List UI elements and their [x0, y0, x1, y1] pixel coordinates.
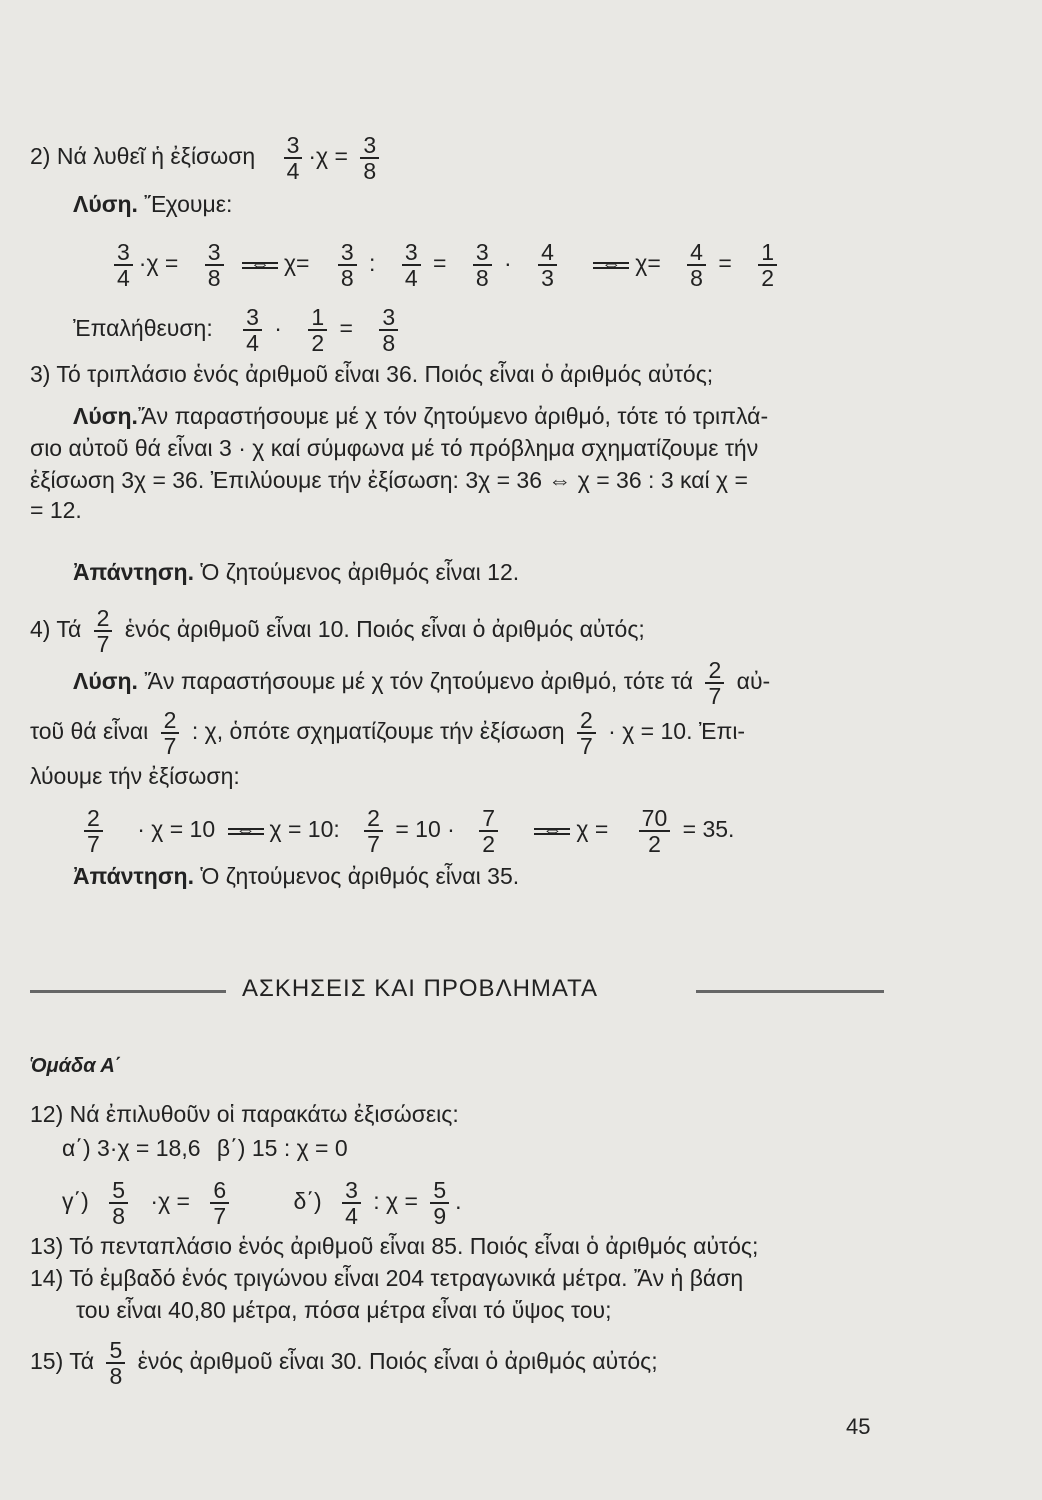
problem-2-solution-label: Λύση. Ἔχουμε:	[73, 191, 233, 217]
equivalence-arrow-icon	[593, 260, 629, 270]
fraction: $\frac{3}{4}$	[284, 133, 303, 183]
exercise-12-parts-ab: α΄) 3·χ = 18,6 β΄) 15 : χ = 0	[62, 1135, 348, 1161]
problem-2-verification: Ἐπαλήθευση: $\frac{3}{4}$ · $\frac{1}{2}$ = $\frac{3}{8}$	[73, 305, 404, 355]
problem-3-question: 3) Τό τριπλάσιο ἑνός ἀριθμοῦ εἶναι 36. Ποιός εἶναι ὁ ἀριθμός αὐτός;	[30, 361, 714, 387]
exercise-13: 13) Τό πενταπλάσιο ἑνός ἀριθμοῦ εἶναι 85. Ποιός εἶναι ὁ ἀριθμός αὐτός;	[30, 1233, 759, 1259]
exercise-12-parts-cd: γ΄) $\frac{5}{8}$ ·χ = $\frac{6}{7}$ δ΄) $\frac{3}{4}$ : χ = $\frac{5}{9}$ .	[62, 1177, 462, 1229]
fraction: $\frac{1}{2}$	[758, 240, 777, 290]
fraction: $\frac{4}{8}$	[687, 240, 706, 290]
fraction: $\frac{6}{7}$	[210, 1178, 229, 1228]
fraction: $\frac{3}{4}$	[243, 305, 262, 355]
problem-4-solution-line-1: Λύση. Ἄν παραστήσουμε μέ χ τόν ζητούμενο ἀριθμό, τότε τά $\frac{2}{7}$ αὐ-	[73, 657, 771, 709]
fraction: $\frac{2}{7}$	[577, 708, 596, 758]
problem-4-derivation: $\frac{2}{7}$ · χ = 10 ⇔ χ = 10: $\frac{2}{7}$ = 10 · $\frac{7}{2}$ ⇔ χ = $\frac{70}{2}$ = 35.	[78, 806, 734, 856]
fraction: $\frac{1}{2}$	[308, 305, 327, 355]
problem-3-solution-line-2: σιο αὐτοῦ θά εἶναι 3 · χ καί σύμφωνα μέ τό πρόβλημα σχηματίζουμε τήν	[30, 435, 759, 461]
problem-3-solution-line-1: Λύση.Ἄν παραστήσουμε μέ χ τόν ζητούμενο ἀριθμό, τότε τό τριπλά-	[73, 403, 769, 429]
fraction: $\frac{2}{7}$	[705, 658, 724, 708]
problem-3-solution-line-4: = 12.	[30, 497, 82, 523]
exercise-15: 15) Τά $\frac{5}{8}$ ἑνός ἀριθμοῦ εἶναι 30. Ποιός εἶναι ὁ ἀριθμός αὐτός;	[30, 1337, 658, 1389]
problem-2-statement: 2) Νά λυθεῖ ἡ ἐξίσωση $\frac{3}{4}$ ·χ = $\frac{3}{8}$	[30, 133, 385, 183]
fraction: $\frac{5}{8}$	[109, 1178, 128, 1228]
exercise-14-line-2: του εἶναι 40,80 μέτρα, πόσα μέτρα εἶναι τό ὕψος του;	[76, 1297, 612, 1323]
exercise-12-question: 12) Νά ἐπιλυθοῦν οἱ παρακάτω ἐξισώσεις:	[30, 1101, 459, 1127]
section-rule-left	[30, 990, 226, 993]
fraction: $\frac{3}{4}$	[114, 240, 133, 290]
fraction: $\frac{5}{8}$	[106, 1338, 125, 1388]
fraction: $\frac{4}{3}$	[538, 240, 557, 290]
fraction: $\frac{3}{4}$	[402, 240, 421, 290]
problem-4-solution-line-3: λύουμε τήν ἐξίσωση:	[30, 763, 240, 789]
fraction: $\frac{3}{8}$	[205, 240, 224, 290]
fraction: $\frac{3}{8}$	[338, 240, 357, 290]
group-label: Ὁμάδα Α΄	[30, 1055, 122, 1077]
fraction: $\frac{5}{9}$	[430, 1178, 449, 1228]
problem-4-answer: Ἀπάντηση. Ὁ ζητούμενος ἀριθμός εἶναι 35.	[73, 863, 520, 889]
fraction: $\frac{2}{7}$	[84, 806, 103, 856]
page-number: 45	[846, 1414, 871, 1439]
fraction: $\frac{2}{7}$	[161, 708, 180, 758]
problem-3-answer: Ἀπάντηση. Ὁ ζητούμενος ἀριθμός εἶναι 12.	[73, 559, 520, 585]
equivalence-arrow-icon	[242, 260, 278, 270]
problem-4-solution-line-2: τοῦ θά εἶναι $\frac{2}{7}$ : χ, ὁπότε σχηματίζουμε τήν ἐξίσωση $\frac{2}{7}$ · χ = 10. Ἐπι-	[30, 707, 746, 759]
fraction: $\frac{3}{8}$	[473, 240, 492, 290]
problem-4-question: 4) Τά $\frac{2}{7}$ ἑνός ἀριθμοῦ εἶναι 10. Ποιός εἶναι ὁ ἀριθμός αὐτός;	[30, 605, 645, 657]
section-rule-right	[696, 990, 884, 993]
equivalence-arrow-icon	[534, 826, 570, 836]
equivalence-arrow-icon	[228, 826, 264, 836]
problem-3-solution-line-3: ἐξίσωση 3χ = 36. Ἐπιλύουμε τήν ἐξίσωση: 3χ = 36 ⇔ χ = 36 : 3 καί χ =	[30, 467, 748, 493]
fraction: $\frac{3}{8}$	[360, 133, 379, 183]
fraction: $\frac{2}{7}$	[94, 606, 113, 656]
fraction: $\frac{2}{7}$	[364, 806, 383, 856]
fraction: $\frac{70}{2}$	[639, 806, 671, 856]
problem-2-derivation: $\frac{3}{4}$ ·χ = $\frac{3}{8}$ ⇔ χ= $\frac{3}{8}$ : $\frac{3}{4}$ = $\frac{3}{8}$ · $\frac{4}{3}$ ⇔ χ= $\frac{4}{8}$ = $\frac{1}{2}$	[108, 240, 783, 290]
fraction: $\frac{3}{8}$	[379, 305, 398, 355]
section-title: ΑΣΚΗΣΕΙΣ ΚΑΙ ΠΡΟΒΛΗΜΑΤΑ	[242, 975, 599, 1002]
fraction: $\frac{7}{2}$	[479, 806, 498, 856]
exercise-14-line-1: 14) Τό ἐμβαδό ἑνός τριγώνου εἶναι 204 τετραγωνικά μέτρα. Ἄν ἡ βάση	[30, 1265, 744, 1291]
fraction: $\frac{3}{4}$	[342, 1178, 361, 1228]
